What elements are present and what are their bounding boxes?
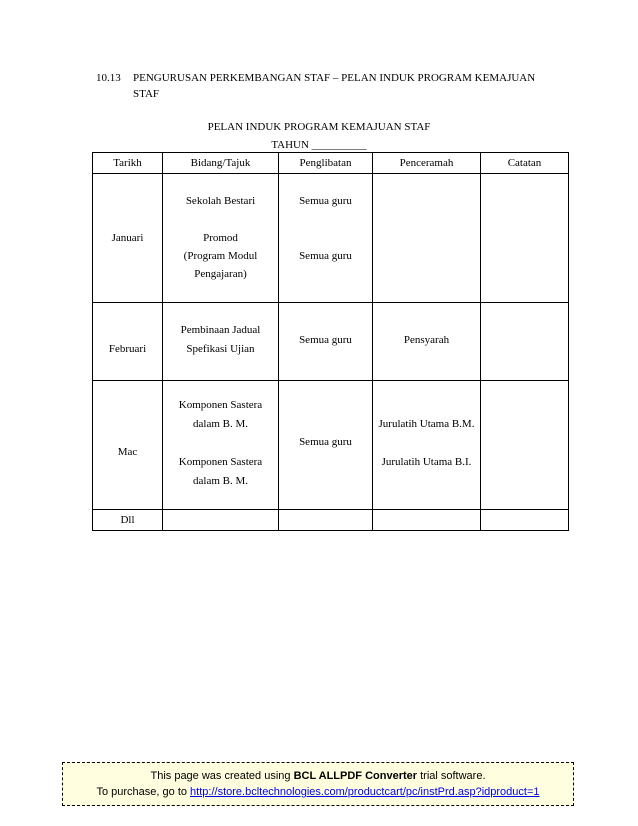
bidang-line: Sekolah Bestari bbox=[185, 195, 256, 207]
cell-penceramah bbox=[373, 174, 481, 303]
cell-penceramah bbox=[373, 510, 481, 531]
penceramah-text: Jurulatih Utama B.M. bbox=[378, 418, 475, 430]
tarikh-text: Januari bbox=[111, 232, 144, 244]
header-tarikh: Tarikh bbox=[93, 153, 163, 174]
plan-table bbox=[92, 152, 569, 531]
bidang-line: Pengajaran) bbox=[194, 268, 247, 280]
section-title-line2: STAF bbox=[133, 88, 160, 100]
cell-bidang bbox=[163, 174, 279, 303]
banner-line2 bbox=[63, 786, 573, 798]
table-row bbox=[93, 381, 569, 510]
table-row bbox=[93, 303, 569, 381]
bidang-line: Komponen Sastera bbox=[178, 456, 263, 468]
penglibatan-text: Semua guru bbox=[299, 334, 352, 346]
cell-bidang bbox=[163, 381, 279, 510]
penglibatan-text: Semua guru bbox=[299, 195, 352, 207]
purchase-link[interactable]: http://store.bcltechnologies.com/productcart/pc/instPrd.asp?idproduct=1 bbox=[190, 786, 540, 798]
plan-year-label: TAHUN __________ bbox=[271, 139, 367, 151]
converter-trial-banner bbox=[62, 762, 574, 806]
penglibatan-text: Semua guru bbox=[299, 436, 352, 448]
bidang-line: Pembinaan Jadual bbox=[180, 324, 261, 336]
tarikh-text: Mac bbox=[117, 446, 138, 458]
cell-catatan bbox=[481, 381, 569, 510]
banner-line2-prefix: To purchase, go to bbox=[96, 786, 191, 798]
tarikh-text: Februari bbox=[108, 343, 147, 355]
cell-penglibatan bbox=[279, 174, 373, 303]
cell-catatan bbox=[481, 510, 569, 531]
cell-tarikh: Dll bbox=[93, 510, 163, 531]
header-penglibatan: Penglibatan bbox=[279, 153, 373, 174]
bidang-line: dalam B. M. bbox=[193, 418, 248, 430]
plan-title: PELAN INDUK PROGRAM KEMAJUAN STAF bbox=[207, 121, 431, 133]
cell-tarikh bbox=[93, 303, 163, 381]
section-title-line1: PENGURUSAN PERKEMBANGAN STAF – PELAN INDUK PROGRAM KEMAJUAN bbox=[133, 72, 536, 84]
cell-penceramah bbox=[373, 303, 481, 381]
table-header-row bbox=[93, 153, 569, 174]
cell-penglibatan bbox=[279, 381, 373, 510]
cell-tarikh bbox=[93, 174, 163, 303]
bidang-line: Promod bbox=[203, 232, 238, 244]
header-penceramah: Penceramah bbox=[373, 153, 481, 174]
bidang-line: dalam B. M. bbox=[193, 475, 248, 487]
header-catatan: Catatan bbox=[481, 153, 569, 174]
cell-penceramah bbox=[373, 381, 481, 510]
section-heading bbox=[96, 70, 556, 102]
header-bidang: Bidang/Tajuk bbox=[163, 153, 279, 174]
banner-line1-prefix: This page was created using bbox=[150, 770, 294, 782]
cell-catatan bbox=[481, 174, 569, 303]
bidang-line: (Program Modul bbox=[183, 250, 258, 262]
cell-penglibatan bbox=[279, 510, 373, 531]
cell-tarikh bbox=[93, 381, 163, 510]
table-row bbox=[93, 174, 569, 303]
cell-bidang bbox=[163, 303, 279, 381]
penceramah-text: Pensyarah bbox=[403, 334, 450, 346]
cell-catatan bbox=[481, 303, 569, 381]
penglibatan-text: Semua guru bbox=[299, 250, 352, 262]
banner-line1 bbox=[63, 770, 573, 782]
bidang-line: Komponen Sastera bbox=[178, 399, 263, 411]
banner-brand: BCL ALLPDF Converter bbox=[293, 770, 418, 782]
cell-penglibatan bbox=[279, 303, 373, 381]
section-number: 10.13 bbox=[96, 72, 121, 84]
cell-bidang bbox=[163, 510, 279, 531]
penceramah-text: Jurulatih Utama B.I. bbox=[381, 456, 472, 468]
table-row bbox=[93, 510, 569, 531]
bidang-line: Spefikasi Ujian bbox=[186, 343, 255, 355]
banner-line1-suffix: trial software. bbox=[417, 770, 486, 782]
